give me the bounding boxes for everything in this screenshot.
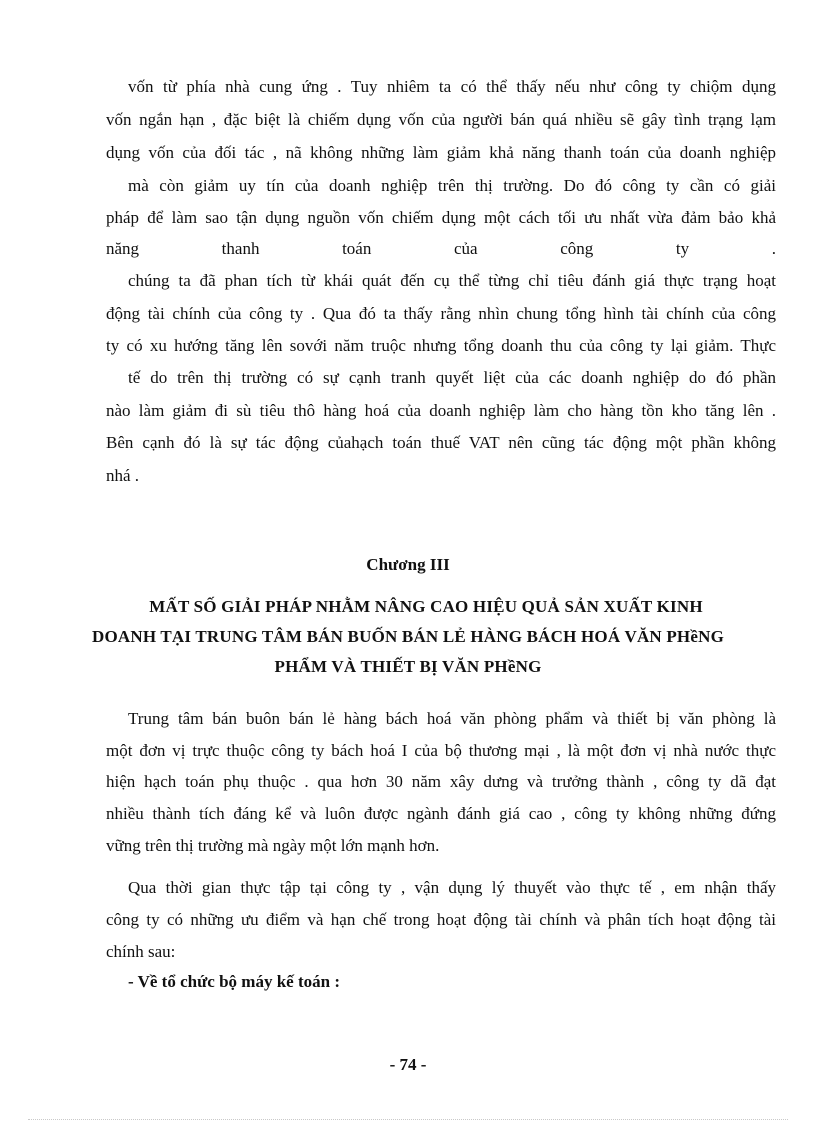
text-line: chúng ta đã phan tích từ khái quát đến cụ thể từng chỉ tiêu đánh giá thực trạng hoạt <box>128 271 776 290</box>
text-line: nhiều thành tích đáng kể và luôn được ngành đánh giá cao , công ty không những đứng <box>106 804 776 823</box>
text-line: vốn từ phía nhà cung ứng . Tuy nhiêm ta có thể thấy nếu như công ty chiộm dụng <box>128 77 776 96</box>
text-line: Bên cạnh đó là sự tác động củahạch toán thuế VAT nên cũng tác động một phần không <box>106 433 776 452</box>
text-line: động tài chính của công ty . Qua đó ta thấy rằng nhìn chung tổng hình tài chính của công <box>106 304 776 323</box>
text-line: chính sau: <box>106 942 176 961</box>
text-line: năng thanh toán của công ty . <box>106 239 776 258</box>
text-line: vững trên thị trường mà ngày một lớn mạnh hơn. <box>106 836 440 855</box>
text-line: tế do trên thị trường có sự cạnh tranh quyết liệt của các doanh nghiệp do đó phần <box>128 368 776 387</box>
text-line: pháp để làm sao tận dụng nguồn vốn chiếm dụng một cách tối ưu nhất vừa đảm bảo khả <box>106 208 776 227</box>
chapter-title: Chương III <box>366 555 450 574</box>
text-line: ty có xu hướng tăng lên sovới năm truộc nhưng tổng doanh thu của công ty lại giảm. Thực <box>106 336 776 355</box>
text-line: Trung tâm bán buôn bán lẻ hàng bách hoá văn phòng phẩm và thiết bị văn phòng là <box>128 709 776 728</box>
chapter-heading-line: PHẨM VÀ THIẾT BỊ VĂN PHềNG <box>274 657 542 676</box>
text-line: một đơn vị trực thuộc công ty bách hoá I của bộ thương mại , là một đơn vị nhà nước thực <box>106 741 776 760</box>
text-line: dụng vốn của đối tác , nã không những làm giảm khả năng thanh toán của doanh nghiệp <box>106 143 776 162</box>
text-line: nhá . <box>106 466 140 485</box>
text-line: hiện hạch toán phụ thuộc . qua hơn 30 năm xây dưng và trưởng thành , công ty dã đạt <box>106 772 776 791</box>
text-line: mà còn giảm uy tín của doanh nghiệp trên thị trường. Do đó công ty cần có giải <box>128 176 776 195</box>
chapter-heading-line: MẤT SỐ GIẢI PHÁP NHẰM NÂNG CAO HIỆU QUẢ SẢN XUẤT KINH <box>149 597 703 616</box>
text-line: công ty có những ưu điểm và hạn chế trong hoạt động tài chính và phân tích hoạt động tài <box>106 910 776 929</box>
chapter-heading-line: DOANH TẠI TRUNG TÂM BÁN BUỐN BÁN LẺ HÀNG BÁCH HOÁ VĂN PHềNG <box>91 627 725 646</box>
page-bottom-divider <box>28 1119 788 1120</box>
section-subheading: - Về tổ chức bộ máy kế toán : <box>128 972 340 991</box>
text-line: Qua thời gian thực tập tại công ty , vận dụng lý thuyết vào thực tế , em nhận thấy <box>128 878 776 897</box>
text-line: nào làm giảm đi sù tiêu thô hàng hoá của doanh nghiệp làm cho hàng tồn kho tăng lên . <box>106 401 776 420</box>
page-number: - 74 - <box>389 1055 427 1074</box>
text-line: vốn ngắn hạn , đặc biệt là chiếm dụng vốn của người bán quá nhiều sẽ gây tình trạng lạm <box>106 110 776 129</box>
